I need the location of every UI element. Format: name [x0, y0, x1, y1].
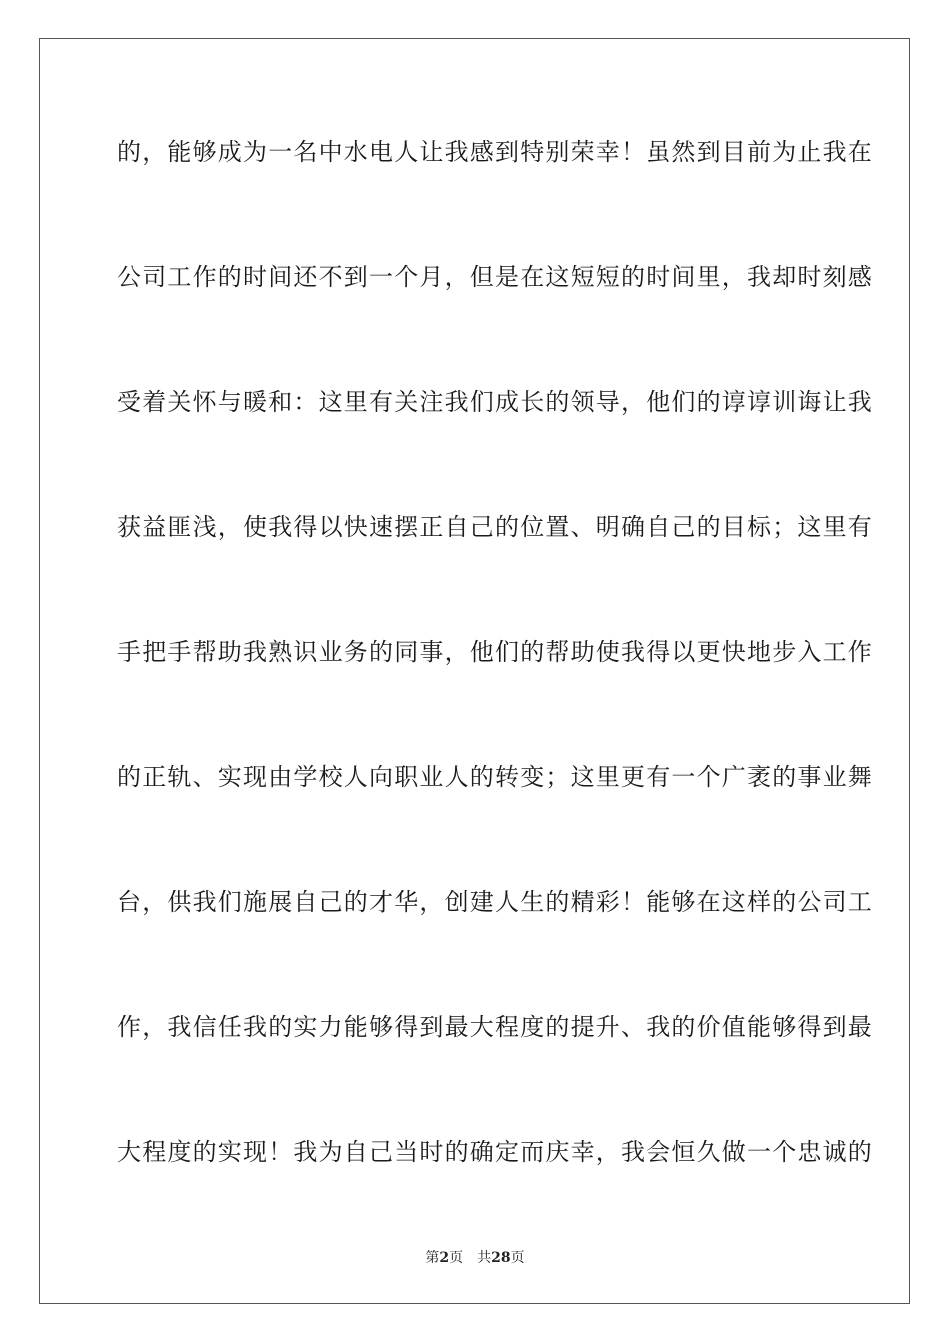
page-suffix: 页: [449, 1250, 464, 1266]
body-line: 的，能够成为一名中水电人让我感到特别荣幸！虽然到目前为止我在: [117, 138, 873, 166]
body-line: 台，供我们施展自己的才华，创建人生的精彩！能够在这样的公司工: [117, 888, 873, 916]
page-footer: [0, 1247, 950, 1267]
page-number: 2: [439, 1250, 450, 1266]
total-label: [477, 1250, 524, 1266]
document-body: [117, 128, 873, 1253]
body-line: 获益匪浅，使我得以快速摆正自己的位置、明确自己的目标；这里有: [117, 513, 873, 541]
total-suffix: 页: [510, 1250, 525, 1266]
page-label: [425, 1250, 463, 1266]
body-line: 受着关怀与暖和：这里有关注我们成长的领导，他们的谆谆训诲让我: [117, 388, 873, 416]
body-line: 公司工作的时间还不到一个月，但是在这短短的时间里，我却时刻感: [117, 263, 873, 291]
page-prefix: 第: [425, 1250, 440, 1266]
body-line: 手把手帮助我熟识业务的同事，他们的帮助使我得以更快地步入工作: [117, 638, 873, 666]
total-pages: 28: [491, 1250, 511, 1266]
body-line: 大程度的实现！我为自己当时的确定而庆幸，我会恒久做一个忠诚的: [117, 1138, 873, 1166]
total-prefix: 共: [477, 1250, 492, 1266]
body-line: 的正轨、实现由学校人向职业人的转变；这里更有一个广袤的事业舞: [117, 763, 873, 791]
body-line: 作，我信任我的实力能够得到最大程度的提升、我的价值能够得到最: [117, 1013, 873, 1041]
